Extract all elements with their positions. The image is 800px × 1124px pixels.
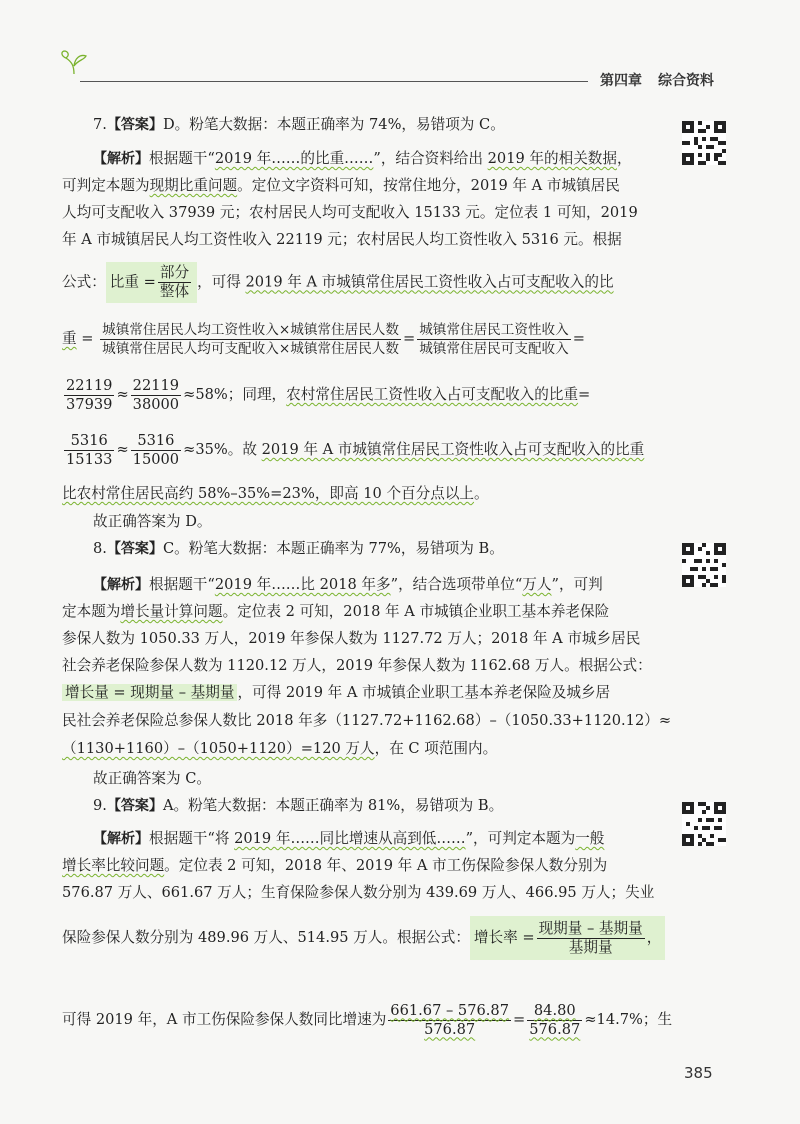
text-span: 比重 = [109,273,156,291]
text-span: ≈58%；同理， [183,386,287,403]
text-span: 可得 2019 年，A 市工伤保险参保人数同比增速为 [62,1011,387,1028]
q7-answer-label: 【答案】 [106,117,163,133]
q9-analysis-line [93,829,604,849]
q7-number: 7. [93,116,107,133]
q9-calc-line [62,1000,672,1040]
text-span: ”，可判 [551,576,603,593]
q9-formula-line [62,916,665,960]
fraction-numerator: 84.80 [527,1002,582,1021]
text-span: = [402,330,416,347]
text-span: 公式： [62,273,106,291]
q7-analysis-line: 年 A 市城镇居民人均工资性收入 22119 元；农村居民人均工资性收入 5316 元。根据 [62,231,622,248]
q8-analysis-line: 民社会养老保险总参保人数比 2018 年多（1127.72+1162.68）–（1050.33+1120.12）≈ [62,712,672,729]
fraction-numerator: 部分 [159,264,190,281]
fraction-denominator: 城镇常住居民可支配收入 [419,340,569,357]
text-span: 增长率 = [473,929,535,946]
page-number: 385 [684,1064,713,1082]
q9-analysis-line: 576.87 万人、661.67 万人；生育保险参保人数分别为 439.69 万人、466.95 万人；失业 [62,884,655,901]
leaf-icon [60,50,90,76]
text-span: 。定位文字资料可知，按常住地分，2019 年 A 市城镇居民 [237,177,620,194]
fraction-numerator: 城镇常住居民人均工资性收入×城镇常住居民人数 [102,321,399,338]
text-span: 重 [62,330,77,347]
text-span: 现期比重问题 [149,177,238,194]
q7-calc-line: $\frac{5316}{15133}$ ≈ $\frac{5316}{15000}$ ≈35%。故 2019 年 A 市城镇常住居民工资性收入占可支配收入的比重 [66,431,645,468]
fraction-denominator: 15000 [132,450,180,468]
text-span: ，可得 [197,273,246,291]
fraction-denominator: 15133 [66,450,113,468]
text-span: = [513,1011,526,1028]
q7-answer-text: D。粉笔大数据：本题正确率为 74%，易错项为 C。 [162,116,505,133]
q7-analysis-line [93,149,632,169]
q7-formula-line [62,262,614,303]
growth-rate-formula [470,916,665,960]
q7-analysis-line [62,176,620,196]
q7-answer [93,115,505,135]
text-span: 根据题干“将 [149,830,235,847]
text-span: = [572,330,585,347]
fraction-denominator: 576.87 [529,1020,581,1038]
text-span: ”，结合选项带单位“ [390,576,523,593]
section-label: 综合资料 [658,73,714,89]
fraction-denominator: 576.87 [424,1020,476,1038]
q9-answer-label: 【答案】 [106,798,163,814]
q8-analysis-line: 社会养老保险参保人数为 1120.12 万人，2019 年参保人数为 1162.68 万人。根据公式： [62,657,652,674]
text-span: 。定位表 2 可知，2018 年 A 市城镇企业职工基本养老保险 [222,603,610,620]
text-span: （1130+1160）–（1050+1120）=120 万人 [62,740,375,757]
text-span: ，即高 10 个百分点以上 [314,485,475,502]
header-rule [80,81,588,82]
text-span: 。定位表 2 可知，2018 年、2019 年 A 市工伤保险参保人数分别为 [164,857,608,874]
q8-conclusion: 故正确答案为 C。 [93,770,211,787]
fraction-numerator: 5316 [131,432,181,451]
text-span: ，在 C 项范围内。 [374,740,498,757]
q7-analysis-line [62,484,489,504]
q8-analysis-line [93,575,603,595]
growth-amount-formula: 增长量 = 现期量 – 基期量 [62,684,237,701]
q8-answer-label: 【答案】 [106,541,163,557]
text-span: 万人 [522,576,552,593]
qr-code-icon[interactable] [682,121,726,165]
q7-calc-line: $\frac{22119}{37939}$ ≈ $\frac{22119}{38000}$ ≈58%；同理，农村常住居民工资性收入占可支配收入的比重= [66,376,591,413]
q8-analysis-line [62,739,497,759]
text-span: 可判定本题为 [62,177,150,194]
text-span: 根据题干“ [149,576,215,593]
text-span: 增长量计算问题 [120,603,223,620]
text-span: 2019 年的相关数据 [487,150,617,167]
fraction-numerator: 现期量 – 基期量 [538,919,643,937]
fraction-numerator: 城镇常住居民工资性收入 [419,321,569,338]
fraction-denominator: 38000 [132,395,180,413]
text-span: 2019 年……比 2018 年多 [214,576,391,593]
text-span: ”，可判定本题为 [465,830,576,847]
fraction-denominator: 城镇常住居民人均可支配收入×城镇常住居民人数 [102,340,399,357]
text-span: 根据题干“ [149,150,215,167]
q9-analysis-line [62,856,607,876]
fraction-denominator: 37939 [66,395,113,413]
text-span: ≈35%。故 [183,441,262,458]
text-span: 农村常住居民工资性收入占可支配收入的比重 [286,386,579,403]
text-span: 2019 年……的比重…… [214,150,374,167]
text-span: ，可得 2019 年 A 市城镇企业职工基本养老保险及城乡居 [237,684,611,701]
q8-answer-text: C。粉笔大数据：本题正确率为 77%，易错项为 B。 [162,540,504,557]
fraction-numerator: 5316 [64,432,114,451]
text-span: 2019 年 A 市城镇常住居民工资性收入占可支配收入的比 [245,273,614,291]
q7-analysis-label: 【解析】 [93,151,149,167]
q8-analysis-line [62,602,609,622]
q9-answer-text: A。粉笔大数据：本题正确率为 81%，易错项为 B。 [162,797,504,814]
q9-answer [93,796,503,816]
q9-number: 9. [93,797,107,814]
text-span: 定本题为 [62,603,121,620]
q8-answer [93,539,504,559]
qr-code-icon[interactable] [682,543,726,587]
q7-conclusion: 故正确答案为 D。 [93,513,212,530]
q8-analysis-label: 【解析】 [93,577,149,593]
text-span: ， [616,150,632,167]
qr-code-icon[interactable] [682,802,726,846]
text-span: 一般 [575,830,605,847]
fraction-numerator: 661.67 – 576.87 [390,1001,509,1019]
text-span: 2019 年 A 市城镇常住居民工资性收入占可支配收入的比重 [261,441,645,458]
chapter-header [600,70,714,90]
q7-ratio-derivation [62,320,585,358]
text-span: 保险参保人数分别为 489.96 万人、514.95 万人。根据公式： [62,929,470,946]
q9-analysis-label: 【解析】 [93,831,149,847]
q8-analysis-line [62,683,610,703]
text-span: ”，结合资料给出 [373,150,488,167]
q7-analysis-line: 人均可支配收入 37939 元；农村居民人均可支配收入 15133 元。定位表 1 可知，2019 [62,204,638,221]
q8-analysis-line: 参保人数为 1050.33 万人，2019 年参保人数为 1127.72 万人；2018 年 A 市城乡居民 [62,630,641,647]
fraction-numerator: 22119 [66,376,113,394]
q8-number: 8. [93,540,107,557]
ratio-formula [106,262,197,303]
fraction-numerator: 22119 [132,376,180,394]
text-span: 。 [474,485,489,502]
text-span: ， [646,929,662,946]
text-span: 增长率比较问题 [62,857,165,874]
text-span: 2019 年……同比增速从高到低…… [234,830,466,847]
fraction-denominator: 整体 [159,283,190,300]
text-span: = [81,330,94,347]
fraction-denominator: 基期量 [568,938,613,956]
text-span: ≈14.7%；生 [584,1011,673,1028]
chapter-label: 第四章 [600,73,642,89]
text-span: = [578,386,591,403]
text-span: 比农村常住居民高约 58%–35%=23% [62,485,315,502]
